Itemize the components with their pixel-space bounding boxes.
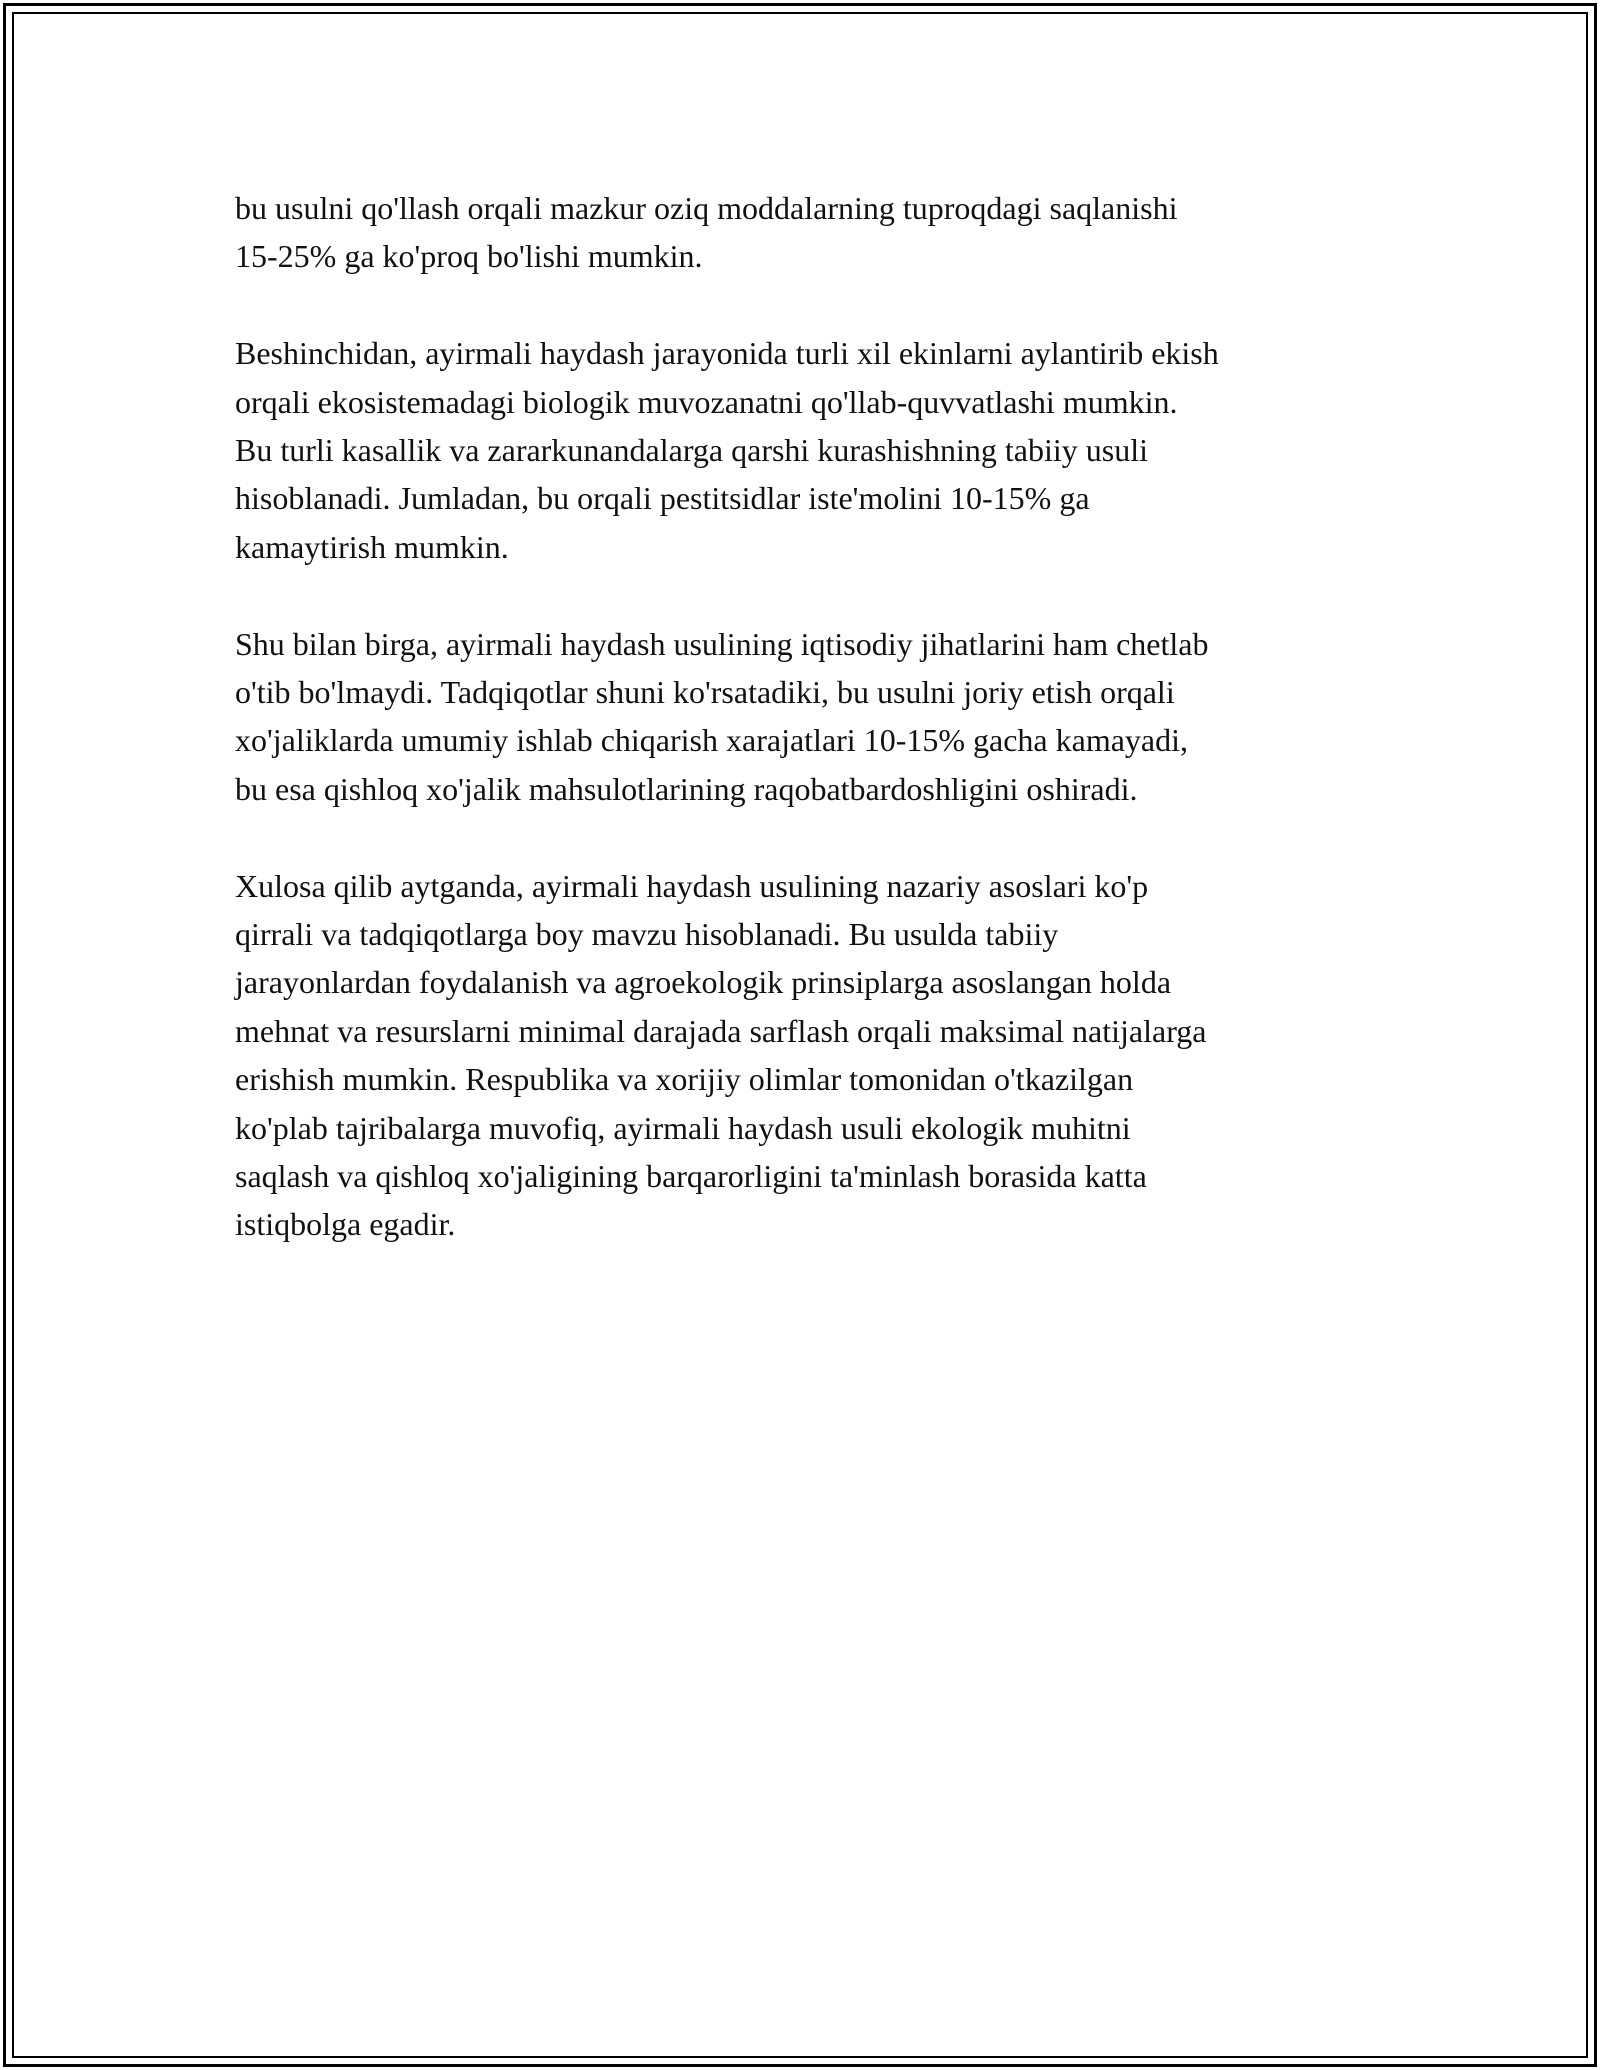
text-line: Beshinchidan, ayirmali haydash jarayonida turli xil ekinlarni aylantirib ekish (235, 335, 1219, 372)
text-line: erishish mumkin. Respublika va xorijiy olimlar tomonidan o'tkazilgan (235, 1061, 1134, 1098)
text-line: o'tib bo'lmaydi. Tadqiqotlar shuni ko'rsatadiki, bu usulni joriy etish orqali (235, 674, 1175, 711)
text-line: mehnat va resurslarni minimal darajada sarflash orqali maksimal natijalarga (235, 1012, 1207, 1049)
text-line: Shu bilan birga, ayirmali haydash usulining iqtisodiy jihatlarini ham chetlab (235, 625, 1209, 662)
text-line: bu usulni qo'llash orqali mazkur oziq moddalarning tuproqdagi saqlanishi (235, 190, 1178, 226)
text-line: orqali ekosistemadagi biologik muvozanatni qo'llab-quvvatlashi mumkin. (235, 383, 1178, 420)
text-line: 15-25% ga ko'proq bo'lishi mumkin. (235, 238, 703, 275)
text-line: istiqbolga egadir. (235, 1206, 456, 1243)
text-line: qirrali va tadqiqotlarga boy mavzu hisoblanadi. Bu usulda tabiiy (235, 916, 1059, 953)
paragraph-4 (235, 862, 1395, 1249)
paragraph-1 (235, 184, 1395, 281)
paragraph-3 (235, 620, 1395, 814)
text-line: Bu turli kasallik va zararkunandalarga qarshi kurashishning tabiiy usuli (235, 432, 1148, 469)
paragraph-2 (235, 329, 1395, 571)
text-line: xo'jaliklarda umumiy ishlab chiqarish xarajatlari 10-15% gacha kamayadi, (235, 722, 1188, 759)
text-line: hisoblanadi. Jumladan, bu orqali pestitsidlar iste'molini 10-15% ga (235, 480, 1090, 517)
text-line: Xulosa qilib aytganda, ayirmali haydash usulining nazariy asoslari ko'p (235, 867, 1149, 904)
document-body (235, 184, 1395, 1297)
text-line: jarayonlardan foydalanish va agroekologik prinsiplarga asoslangan holda (235, 964, 1172, 1001)
text-line: bu esa qishloq xo'jalik mahsulotlarining raqobatbardoshligini oshiradi. (235, 770, 1138, 807)
text-line: ko'plab tajribalarga muvofiq, ayirmali haydash usuli ekologik muhitni (235, 1109, 1131, 1146)
text-line: kamaytirish mumkin. (235, 528, 509, 565)
text-line: saqlash va qishloq xo'jaligining barqarorligini ta'minlash borasida katta (235, 1158, 1147, 1195)
